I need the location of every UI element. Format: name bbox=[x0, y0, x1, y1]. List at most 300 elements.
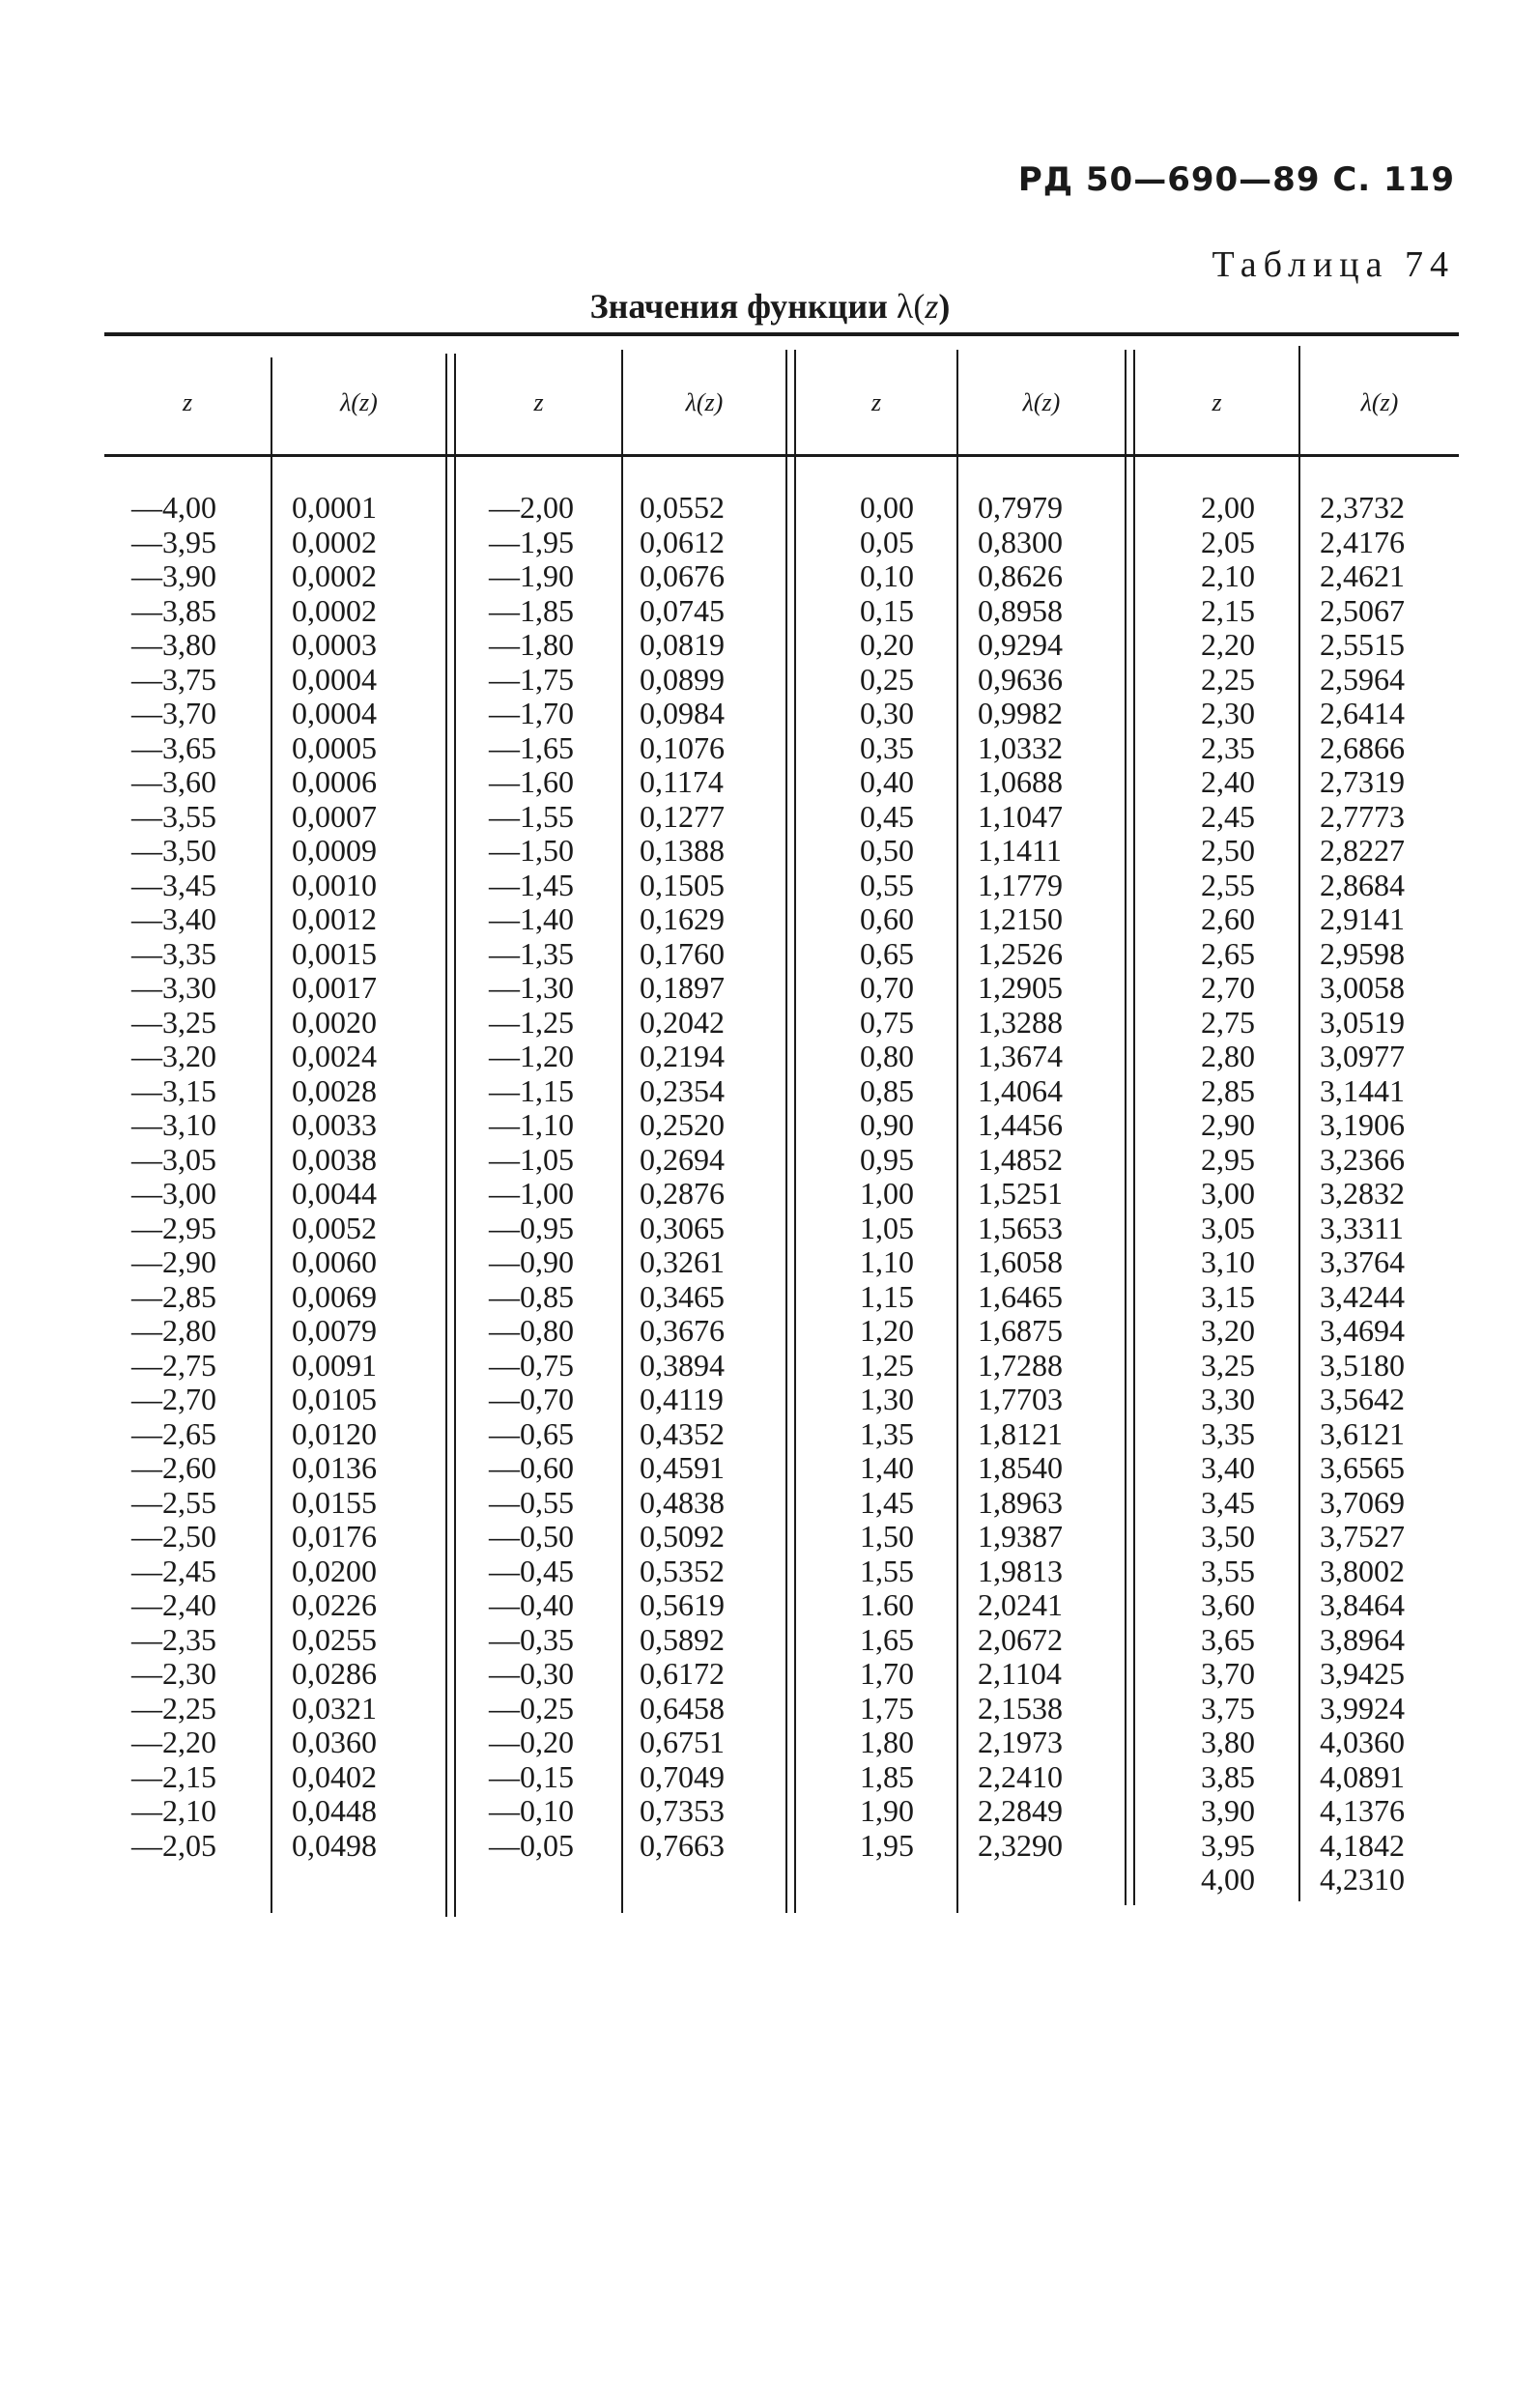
table-cell: 1,1047 bbox=[978, 798, 1063, 834]
block2-lambda-column bbox=[640, 491, 775, 1863]
table-cell: —3,45 bbox=[131, 867, 216, 902]
table-cell: 3,7069 bbox=[1320, 1484, 1405, 1520]
table-cell: 0,2694 bbox=[640, 1141, 725, 1177]
table-cell: 0,0004 bbox=[292, 661, 377, 697]
table-cell: 0,0020 bbox=[292, 1004, 377, 1040]
table-cell: —1,95 bbox=[489, 524, 574, 559]
table-cell: —0,50 bbox=[489, 1519, 574, 1554]
table-cell: 1,80 bbox=[860, 1725, 914, 1759]
table-cell: 1,6058 bbox=[978, 1244, 1063, 1279]
table-cell: 0,7353 bbox=[640, 1793, 725, 1828]
table-cell: 0,7049 bbox=[640, 1758, 725, 1794]
table-cell: —2,35 bbox=[131, 1621, 216, 1657]
table-cell: 0,0498 bbox=[292, 1827, 377, 1863]
table-cell: 2,50 bbox=[1201, 833, 1255, 868]
table-cell: —3,60 bbox=[131, 764, 216, 799]
table-cell: 0,1174 bbox=[640, 764, 724, 799]
table-cell: 3,0058 bbox=[1320, 970, 1405, 1005]
table-cell: 1,2526 bbox=[978, 935, 1063, 971]
table-cell: 1,8121 bbox=[978, 1415, 1063, 1451]
header-bottom-rule bbox=[104, 454, 1459, 457]
table-cell: —2,55 bbox=[131, 1484, 216, 1520]
table-cell: 0,0028 bbox=[292, 1072, 377, 1108]
table-cell: 0,55 bbox=[860, 867, 914, 902]
caption-lambda: λ( bbox=[896, 287, 926, 326]
table-cell: 0,5619 bbox=[640, 1587, 725, 1622]
table-cell: 3,10 bbox=[1201, 1244, 1255, 1279]
table-cell: 2,40 bbox=[1201, 764, 1255, 799]
table-cell: 0,50 bbox=[860, 833, 914, 868]
table-cell: 2,4176 bbox=[1320, 524, 1405, 559]
vrule-2 bbox=[621, 350, 623, 1913]
table-cell: —4,00 bbox=[131, 490, 216, 525]
page-header: РД 50—690—89 С. 119 bbox=[1017, 160, 1455, 199]
table-cell: —1,80 bbox=[489, 627, 574, 662]
table-cell: 2,85 bbox=[1201, 1072, 1255, 1108]
table-cell: 0,0003 bbox=[292, 627, 377, 662]
table-cell: 0,6751 bbox=[640, 1725, 725, 1759]
table-cell: 0,85 bbox=[860, 1072, 914, 1108]
table-cell: 0,2520 bbox=[640, 1107, 725, 1142]
table-cell: 0,3465 bbox=[640, 1278, 725, 1314]
table-cell: —3,55 bbox=[131, 798, 216, 834]
table-cell: 2,25 bbox=[1201, 661, 1255, 697]
table-cell: 0,4352 bbox=[640, 1415, 725, 1451]
table-cell: 0,00 bbox=[860, 490, 914, 525]
table-cell: 0,0612 bbox=[640, 524, 725, 559]
table-cell: 2,1973 bbox=[978, 1725, 1063, 1759]
table-cell: 2,9141 bbox=[1320, 901, 1405, 936]
table-cell: —2,25 bbox=[131, 1690, 216, 1726]
table-cell: —0,40 bbox=[489, 1587, 574, 1622]
table-cell: 3,75 bbox=[1201, 1690, 1255, 1726]
table-cell: 2,65 bbox=[1201, 935, 1255, 971]
table-cell: 3,6565 bbox=[1320, 1450, 1405, 1485]
table-cell: 0,40 bbox=[860, 764, 914, 799]
table-cell: 2,2410 bbox=[978, 1758, 1063, 1794]
table-cell: —2,00 bbox=[489, 490, 574, 525]
header-lambda-3: λ(z) bbox=[1022, 388, 1061, 416]
table-cell: —2,05 bbox=[131, 1827, 216, 1863]
table-cell: 1,75 bbox=[860, 1690, 914, 1726]
table-cell: —1,75 bbox=[489, 661, 574, 697]
table-cell: 2,2849 bbox=[978, 1793, 1063, 1828]
table-cell: —0,60 bbox=[489, 1450, 574, 1485]
table-cell: 1,6875 bbox=[978, 1313, 1063, 1348]
table-cell: 0,9636 bbox=[978, 661, 1063, 697]
table-cell: —3,95 bbox=[131, 524, 216, 559]
table-cell: —2,30 bbox=[131, 1656, 216, 1691]
table-cell: 0,9294 bbox=[978, 627, 1063, 662]
table-cell: 0,1760 bbox=[640, 935, 725, 971]
table-cell: 1.60 bbox=[860, 1587, 914, 1622]
table-cell: 0,0038 bbox=[292, 1141, 377, 1177]
table-cell: 0,0200 bbox=[292, 1553, 377, 1588]
table-cell: 0,1076 bbox=[640, 729, 725, 765]
table-cell: 2,1104 bbox=[978, 1656, 1062, 1691]
table-cell: 2,60 bbox=[1201, 901, 1255, 936]
block4-z-column bbox=[1135, 491, 1255, 1897]
table-cell: —3,25 bbox=[131, 1004, 216, 1040]
table-cell: 3,90 bbox=[1201, 1793, 1255, 1828]
table-cell: 0,3261 bbox=[640, 1244, 725, 1279]
table-cell: 3,2366 bbox=[1320, 1141, 1405, 1177]
table-cell: 3,3764 bbox=[1320, 1244, 1405, 1279]
table-cell: 1,8540 bbox=[978, 1450, 1063, 1485]
table-cell: 3,40 bbox=[1201, 1450, 1255, 1485]
table-cell: 1,7703 bbox=[978, 1382, 1063, 1416]
table-cell: —1,50 bbox=[489, 833, 574, 868]
table-number: Таблица 74 bbox=[1212, 244, 1455, 285]
table-cell: 0,60 bbox=[860, 901, 914, 936]
table-cell: 2,1538 bbox=[978, 1690, 1063, 1726]
table-cell: —0,75 bbox=[489, 1347, 574, 1383]
table-cell: 0,30 bbox=[860, 696, 914, 730]
top-rule bbox=[104, 332, 1459, 336]
table-cell: 0,0819 bbox=[640, 627, 725, 662]
caption-z: z bbox=[925, 287, 939, 326]
table-cell: —1,30 bbox=[489, 970, 574, 1005]
table-cell: 0,5892 bbox=[640, 1621, 725, 1657]
table-cell: —3,00 bbox=[131, 1176, 216, 1211]
table-cell: 1,0332 bbox=[978, 729, 1063, 765]
table-cell: —0,80 bbox=[489, 1313, 574, 1348]
table-cell: —0,35 bbox=[489, 1621, 574, 1657]
table-cell: —3,50 bbox=[131, 833, 216, 868]
table-cell: 2,0241 bbox=[978, 1587, 1063, 1622]
table-cell: —1,40 bbox=[489, 901, 574, 936]
table-cell: 0,0002 bbox=[292, 558, 377, 593]
table-cell: 1,2905 bbox=[978, 970, 1063, 1005]
table-cell: 3,1441 bbox=[1320, 1072, 1405, 1108]
table-cell: 1,4064 bbox=[978, 1072, 1063, 1108]
table-cell: —0,30 bbox=[489, 1656, 574, 1691]
table-cell: 0,0120 bbox=[292, 1415, 377, 1451]
table-cell: 2,30 bbox=[1201, 696, 1255, 730]
table-cell: 0,0091 bbox=[292, 1347, 377, 1383]
table-cell: 0,3676 bbox=[640, 1313, 725, 1348]
table-cell: —2,75 bbox=[131, 1347, 216, 1383]
table-cell: —1,25 bbox=[489, 1004, 574, 1040]
table-cell: 0,2194 bbox=[640, 1039, 725, 1073]
table-cell: 3,30 bbox=[1201, 1382, 1255, 1416]
table-cell: 0,95 bbox=[860, 1141, 914, 1177]
table-cell: 0,5352 bbox=[640, 1553, 725, 1588]
table-cell: 1,5653 bbox=[978, 1210, 1063, 1245]
caption-suffix: ) bbox=[938, 287, 951, 326]
table-cell: —3,30 bbox=[131, 970, 216, 1005]
table-cell: 4,1842 bbox=[1320, 1827, 1405, 1863]
table-cell: 3,2832 bbox=[1320, 1176, 1405, 1211]
table-cell: 1,3288 bbox=[978, 1004, 1063, 1040]
table-cell: —1,90 bbox=[489, 558, 574, 593]
table-cell: 1,20 bbox=[860, 1313, 914, 1348]
table-cell: 0,6458 bbox=[640, 1690, 725, 1726]
table-cell: 1,6465 bbox=[978, 1278, 1063, 1314]
table-cell: 0,0321 bbox=[292, 1690, 377, 1726]
table-cell: —3,85 bbox=[131, 592, 216, 628]
table-cell: —2,95 bbox=[131, 1210, 216, 1245]
table-cell: 0,1277 bbox=[640, 798, 725, 834]
caption-prefix: Значения функции bbox=[589, 287, 897, 326]
table-cell: 3,0977 bbox=[1320, 1039, 1405, 1073]
table-cell: 0,0136 bbox=[292, 1450, 377, 1485]
header-z-2: z bbox=[533, 388, 544, 416]
table-cell: 2,3732 bbox=[1320, 490, 1405, 525]
table-cell: —0,05 bbox=[489, 1827, 574, 1863]
table-cell: —1,55 bbox=[489, 798, 574, 834]
table-cell: 0,0105 bbox=[292, 1382, 377, 1416]
table-cell: 0,0360 bbox=[292, 1725, 377, 1759]
table-cell: 0,3894 bbox=[640, 1347, 725, 1383]
table-cell: —2,80 bbox=[131, 1313, 216, 1348]
table-cell: 2,35 bbox=[1201, 729, 1255, 765]
table-cell: 3,8002 bbox=[1320, 1553, 1405, 1588]
table-cell: 2,45 bbox=[1201, 798, 1255, 834]
table-cell: 2,5515 bbox=[1320, 627, 1405, 662]
table-cell: 0,0006 bbox=[292, 764, 377, 799]
table-cell: —1,20 bbox=[489, 1039, 574, 1073]
table-cell: 2,75 bbox=[1201, 1004, 1255, 1040]
table-cell: 0,0069 bbox=[292, 1278, 377, 1314]
table-cell: 0,9982 bbox=[978, 696, 1063, 730]
table-cell: 0,0001 bbox=[292, 490, 377, 525]
block2-z-column bbox=[456, 491, 574, 1863]
table-cell: —1,45 bbox=[489, 867, 574, 902]
table-cell: 1,2150 bbox=[978, 901, 1063, 936]
table-cell: 0,0676 bbox=[640, 558, 725, 593]
table-cell: 1,4456 bbox=[978, 1107, 1063, 1142]
table-cell: —1,70 bbox=[489, 696, 574, 730]
vrule-3 bbox=[956, 350, 958, 1913]
table-cell: 2,3290 bbox=[978, 1827, 1063, 1863]
header-lambda-1: λ(z) bbox=[340, 388, 378, 416]
table-cell: 3,8964 bbox=[1320, 1621, 1405, 1657]
table-cell: —1,00 bbox=[489, 1176, 574, 1211]
table-cell: 2,95 bbox=[1201, 1141, 1255, 1177]
table-cell: 0,90 bbox=[860, 1107, 914, 1142]
table-cell: 0,0402 bbox=[292, 1758, 377, 1794]
table-cell: 3,15 bbox=[1201, 1278, 1255, 1314]
table-cell: —2,65 bbox=[131, 1415, 216, 1451]
table-cell: —1,15 bbox=[489, 1072, 574, 1108]
table-cell: 0,65 bbox=[860, 935, 914, 971]
table-cell: 3,50 bbox=[1201, 1519, 1255, 1554]
vrule-block-sep-2a bbox=[785, 350, 787, 1913]
block3-lambda-column bbox=[978, 491, 1113, 1863]
table-cell: 0,0552 bbox=[640, 490, 725, 525]
table-cell: 3,6121 bbox=[1320, 1415, 1405, 1451]
table-cell: 0,5092 bbox=[640, 1519, 725, 1554]
table-cell: —1,35 bbox=[489, 935, 574, 971]
table-cell: 2,6414 bbox=[1320, 696, 1405, 730]
table-cell: —1,65 bbox=[489, 729, 574, 765]
table-cell: —3,15 bbox=[131, 1072, 216, 1108]
table-cell: 0,0017 bbox=[292, 970, 377, 1005]
table-cell: —1,60 bbox=[489, 764, 574, 799]
block3-z-column bbox=[796, 491, 914, 1863]
block1-z-column bbox=[104, 491, 216, 1863]
table-cell: 2,00 bbox=[1201, 490, 1255, 525]
table-cell: 3,35 bbox=[1201, 1415, 1255, 1451]
table-cell: —0,85 bbox=[489, 1278, 574, 1314]
table-cell: 1,8963 bbox=[978, 1484, 1063, 1520]
table-cell: 0,45 bbox=[860, 798, 914, 834]
table-cell: 0,20 bbox=[860, 627, 914, 662]
table-cell: 0,6172 bbox=[640, 1656, 725, 1691]
table-cell: 1,00 bbox=[860, 1176, 914, 1211]
table-cell: 0,0005 bbox=[292, 729, 377, 765]
table-cell: 4,00 bbox=[1201, 1862, 1255, 1897]
table-cell: —3,65 bbox=[131, 729, 216, 765]
table-cell: 0,0255 bbox=[292, 1621, 377, 1657]
table-cell: —2,15 bbox=[131, 1758, 216, 1794]
table-cell: —2,60 bbox=[131, 1450, 216, 1485]
table-cell: 0,1388 bbox=[640, 833, 725, 868]
table-cell: 1,1779 bbox=[978, 867, 1063, 902]
table-cell: 3,85 bbox=[1201, 1758, 1255, 1794]
table-cell: 2,55 bbox=[1201, 867, 1255, 902]
table-cell: 3,0519 bbox=[1320, 1004, 1405, 1040]
table-cell: 1,15 bbox=[860, 1278, 914, 1314]
table-cell: 3,9425 bbox=[1320, 1656, 1405, 1691]
table-cell: 0,70 bbox=[860, 970, 914, 1005]
table-cell: 0,05 bbox=[860, 524, 914, 559]
table-cell: 2,7319 bbox=[1320, 764, 1405, 799]
table-cell: 0,0448 bbox=[292, 1793, 377, 1828]
table-cell: —2,10 bbox=[131, 1793, 216, 1828]
table-cell: 3,5180 bbox=[1320, 1347, 1405, 1383]
table-cell: 0,0033 bbox=[292, 1107, 377, 1142]
table-cell: 0,35 bbox=[860, 729, 914, 765]
table-cell: 4,1376 bbox=[1320, 1793, 1405, 1828]
table-cell: 3,4694 bbox=[1320, 1313, 1405, 1348]
table-cell: 0,25 bbox=[860, 661, 914, 697]
table-cell: —3,10 bbox=[131, 1107, 216, 1142]
table-cell: —0,95 bbox=[489, 1210, 574, 1245]
table-cell: 3,45 bbox=[1201, 1484, 1255, 1520]
table-cell: 1,05 bbox=[860, 1210, 914, 1245]
table-cell: 2,6866 bbox=[1320, 729, 1405, 765]
table-cell: 2,90 bbox=[1201, 1107, 1255, 1142]
table-cell: 0,8626 bbox=[978, 558, 1063, 593]
table-cell: 0,0010 bbox=[292, 867, 377, 902]
table-cell: —3,35 bbox=[131, 935, 216, 971]
table-cell: 1,3674 bbox=[978, 1039, 1063, 1073]
table-cell: 3,80 bbox=[1201, 1725, 1255, 1759]
table-cell: —0,20 bbox=[489, 1725, 574, 1759]
header-z-3: z bbox=[870, 388, 882, 416]
table-cell: 1,9387 bbox=[978, 1519, 1063, 1554]
table-cell: 1,1411 bbox=[978, 833, 1062, 868]
table-cell: 1,0688 bbox=[978, 764, 1063, 799]
table-cell: 1,25 bbox=[860, 1347, 914, 1383]
table-cell: 3,5642 bbox=[1320, 1382, 1405, 1416]
table-cell: 1,45 bbox=[860, 1484, 914, 1520]
table-cell: —3,70 bbox=[131, 696, 216, 730]
table-cell: 1,4852 bbox=[978, 1141, 1063, 1177]
table-cell: —2,50 bbox=[131, 1519, 216, 1554]
table-cell: —3,40 bbox=[131, 901, 216, 936]
table-cell: 4,0360 bbox=[1320, 1725, 1405, 1759]
table-cell: 2,20 bbox=[1201, 627, 1255, 662]
table-cell: 3,1906 bbox=[1320, 1107, 1405, 1142]
table-cell: 0,0286 bbox=[292, 1656, 377, 1691]
table-cell: 1,90 bbox=[860, 1793, 914, 1828]
table-cell: 0,15 bbox=[860, 592, 914, 628]
table-cell: —2,45 bbox=[131, 1553, 216, 1588]
table-cell: —1,05 bbox=[489, 1141, 574, 1177]
table-cell: 0,80 bbox=[860, 1039, 914, 1073]
table-cell: 3,00 bbox=[1201, 1176, 1255, 1211]
table-cell: 0,0002 bbox=[292, 524, 377, 559]
table-cell: 2,7773 bbox=[1320, 798, 1405, 834]
table-cell: —1,10 bbox=[489, 1107, 574, 1142]
table-cell: 0,8958 bbox=[978, 592, 1063, 628]
table-cell: 2,70 bbox=[1201, 970, 1255, 1005]
table-cell: 3,65 bbox=[1201, 1621, 1255, 1657]
header-lambda-4: λ(z) bbox=[1360, 388, 1399, 416]
table-cell: —1,85 bbox=[489, 592, 574, 628]
table-cell: —3,05 bbox=[131, 1141, 216, 1177]
table-cell: 0,4838 bbox=[640, 1484, 725, 1520]
table-cell: 0,7979 bbox=[978, 490, 1063, 525]
table-cell: 0,0052 bbox=[292, 1210, 377, 1245]
table-cell: —0,10 bbox=[489, 1793, 574, 1828]
table-cell: 0,0024 bbox=[292, 1039, 377, 1073]
table-cell: 0,2042 bbox=[640, 1004, 725, 1040]
table-cell: —0,70 bbox=[489, 1382, 574, 1416]
table-cell: —0,25 bbox=[489, 1690, 574, 1726]
table-cell: 1,9813 bbox=[978, 1553, 1063, 1588]
table-cell: —3,20 bbox=[131, 1039, 216, 1073]
table-cell: 0,7663 bbox=[640, 1827, 725, 1863]
table-cell: 0,0155 bbox=[292, 1484, 377, 1520]
header-lambda-2: λ(z) bbox=[685, 388, 724, 416]
table-cell: —2,20 bbox=[131, 1725, 216, 1759]
vrule-4 bbox=[1298, 346, 1300, 1901]
header-z-1: z bbox=[182, 388, 193, 416]
table-cell: 3,25 bbox=[1201, 1347, 1255, 1383]
table-cell: 4,0891 bbox=[1320, 1758, 1405, 1794]
vrule-block-sep-1a bbox=[445, 354, 447, 1917]
table-cell: 1,35 bbox=[860, 1415, 914, 1451]
table-cell: 3,7527 bbox=[1320, 1519, 1405, 1554]
table-cell: 0,0009 bbox=[292, 833, 377, 868]
table-cell: 0,75 bbox=[860, 1004, 914, 1040]
table-cell: 1,55 bbox=[860, 1553, 914, 1588]
table-cell: 3,95 bbox=[1201, 1827, 1255, 1863]
table-cell: 3,4244 bbox=[1320, 1278, 1405, 1314]
table-cell: 0,0984 bbox=[640, 696, 725, 730]
block1-lambda-column bbox=[292, 491, 437, 1863]
table-cell: 3,55 bbox=[1201, 1553, 1255, 1588]
vrule-block-sep-3a bbox=[1125, 350, 1126, 1905]
table-cell: 3,9924 bbox=[1320, 1690, 1405, 1726]
table-cell: 0,0899 bbox=[640, 661, 725, 697]
table-cell: 3,70 bbox=[1201, 1656, 1255, 1691]
table-cell: 0,0060 bbox=[292, 1244, 377, 1279]
table-cell: 3,60 bbox=[1201, 1587, 1255, 1622]
table-cell: 1,50 bbox=[860, 1519, 914, 1554]
table-cell: 3,3311 bbox=[1320, 1210, 1404, 1245]
table-cell: 2,05 bbox=[1201, 524, 1255, 559]
table-cell: 2,10 bbox=[1201, 558, 1255, 593]
table-cell: 3,20 bbox=[1201, 1313, 1255, 1348]
table-cell: 3,05 bbox=[1201, 1210, 1255, 1245]
table-cell: 1,65 bbox=[860, 1621, 914, 1657]
table-cell: 2,0672 bbox=[978, 1621, 1063, 1657]
